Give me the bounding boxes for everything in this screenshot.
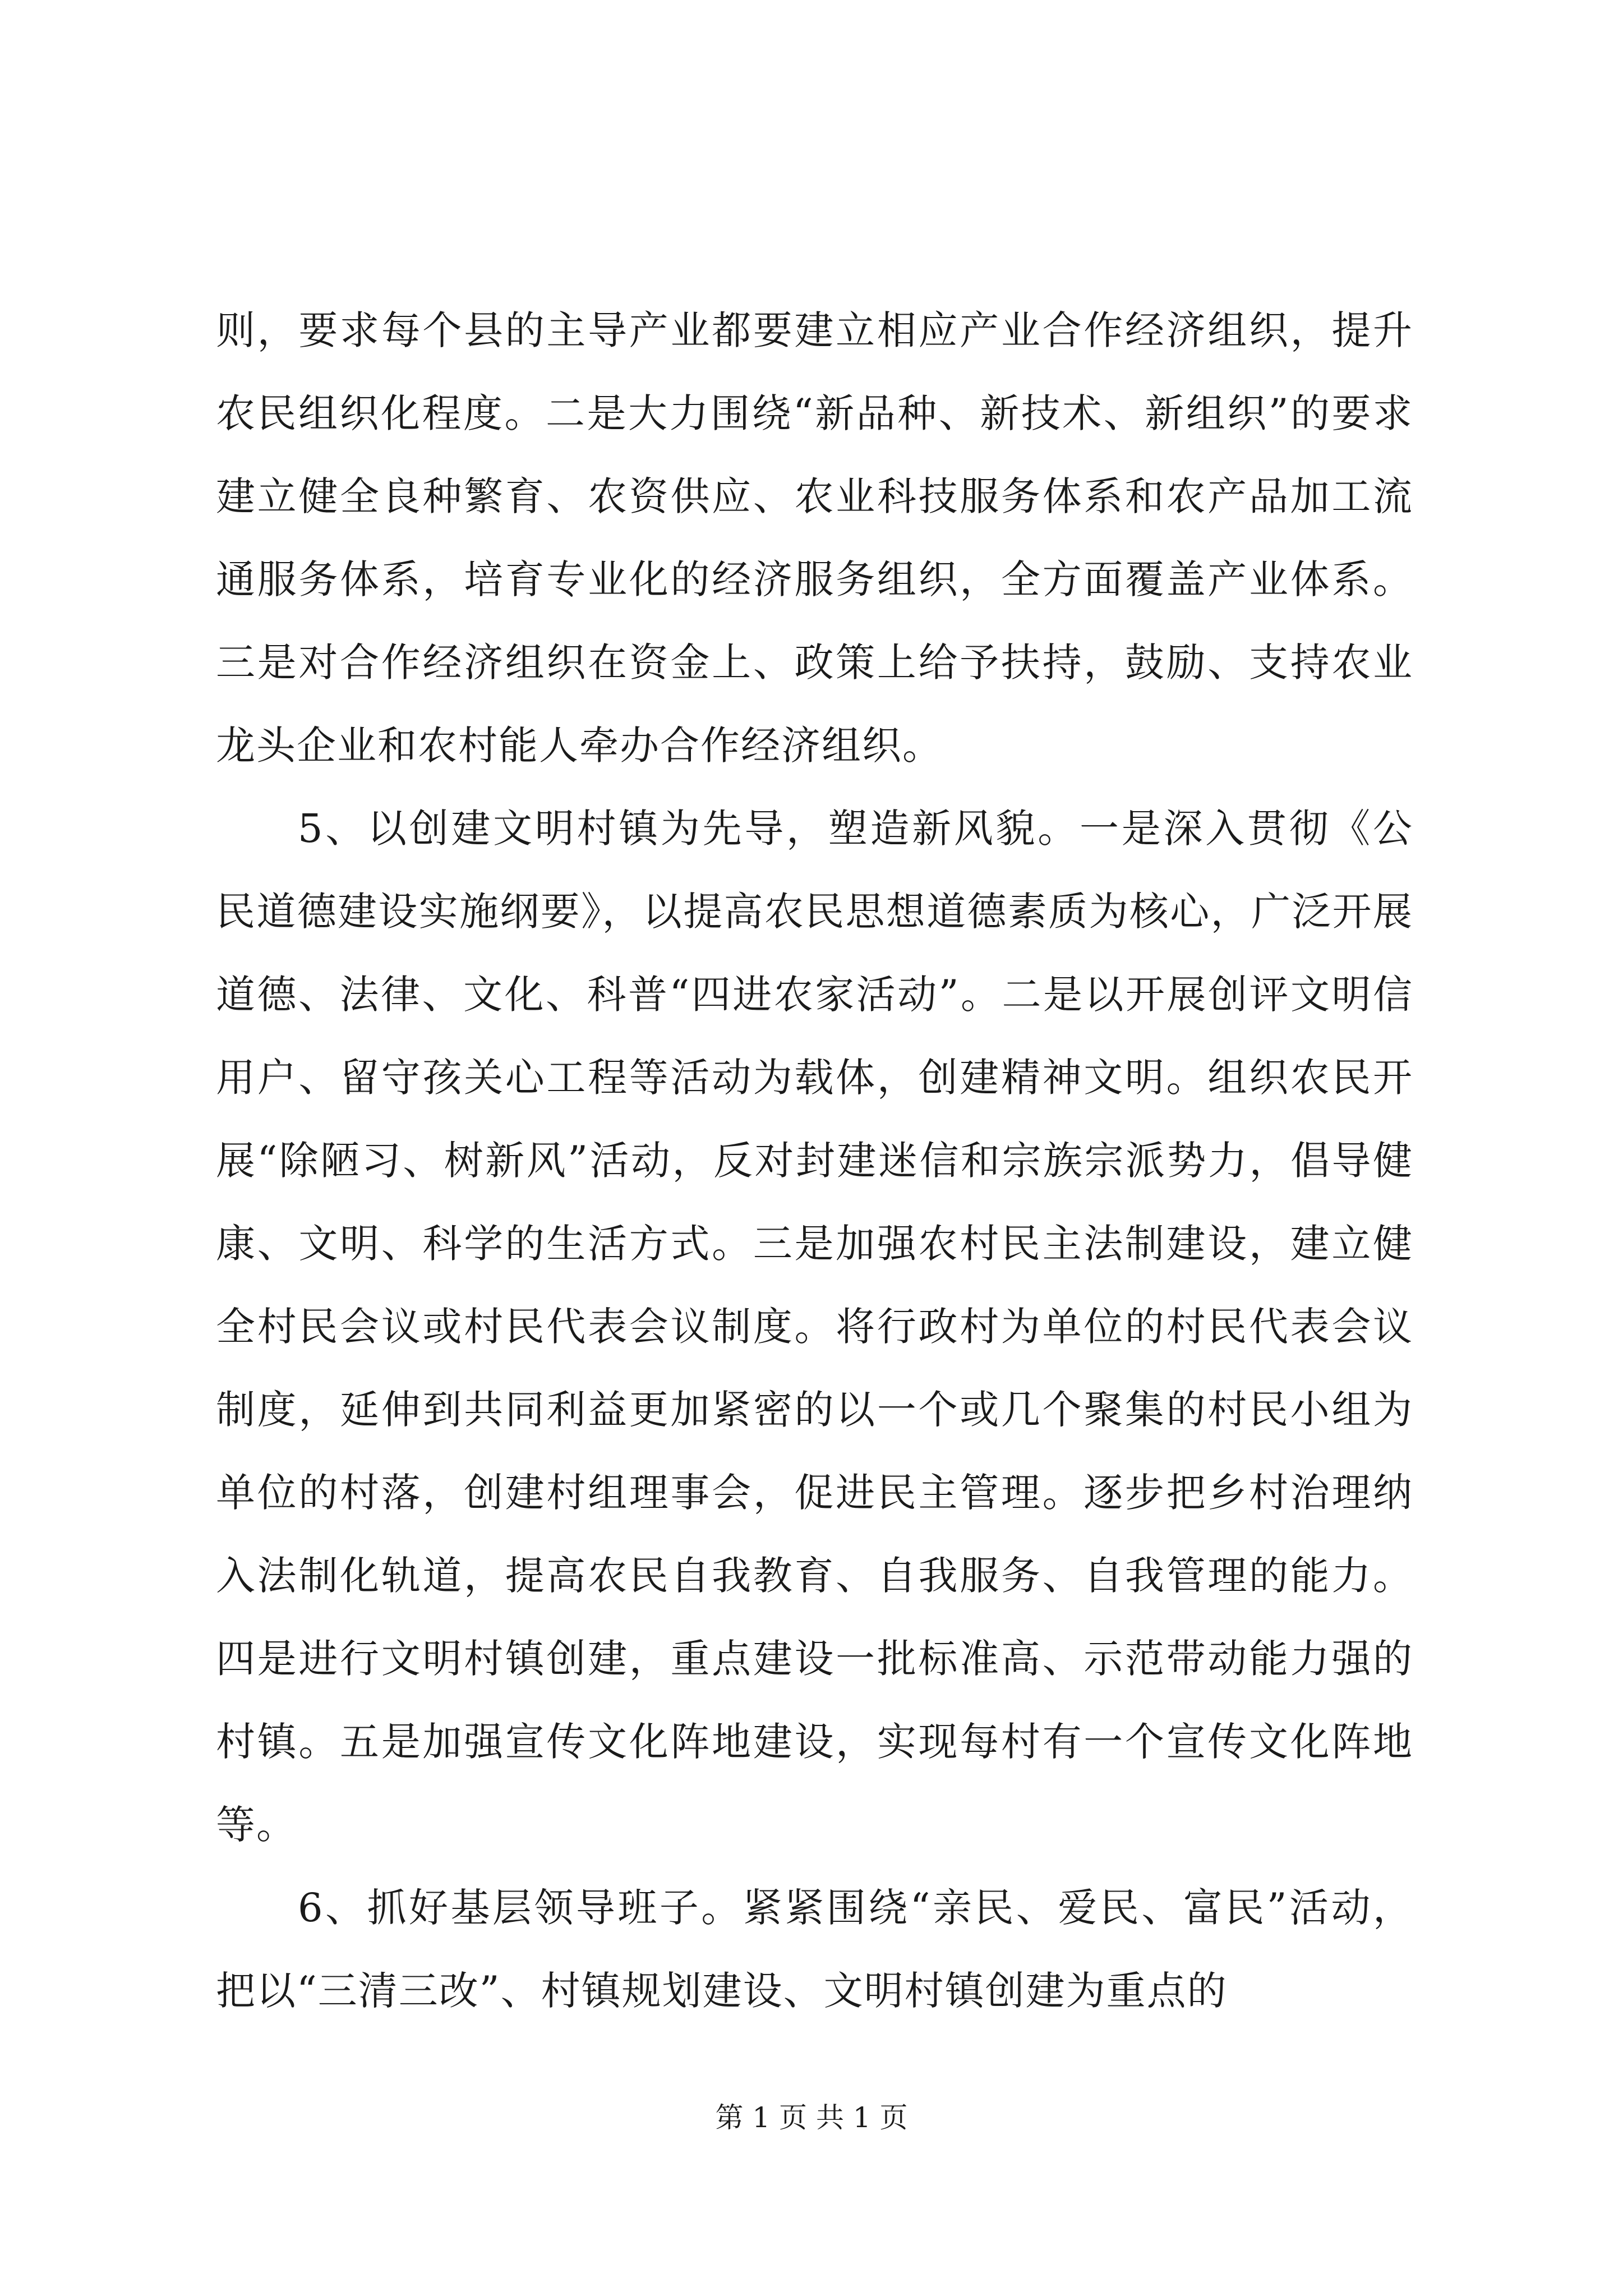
- page-footer: 第 1 页 共 1 页: [715, 2101, 908, 2134]
- paragraph-section-6: 6、抓好基层领导班子。紧紧围绕“亲民、爱民、富民”活动，把以“三清三改”、村镇规划建设、文明村镇创建为重点的: [216, 1885, 1413, 2014]
- paragraph-section-5: 5、以创建文明村镇为先导，塑造新风貌。一是深入贯彻《公民道德建设实施纲要》，以提高农民思想道德素质为核心，广泛开展道德、法律、文化、科普“四进农家活动”。二是以开展创评文明信用户、留守孩关心工程等活动为载体，创建精神文明。组织农民开展“除陋习、树新风”活动，反对封建迷信和宗族宗派势力，倡导健康、文明、科学的生活方式。三是加强农村民主法制建设，建立健全村民会议或村民代表会议制度。将行政村为单位的村民代表会议制度，延伸到共同利益更加紧密的以一个或几个聚集的村民小组为单位的村落，创建村组理事会，促进民主管理。逐步把乡村治理纳入法制化轨道，提高农民自我教育、自我服务、自我管理的能力。四是进行文明村镇创建，重点建设一批标准高、示范带动能力强的村镇。五是加强宣传文化阵地建设，实现每村有一个宣传文化阵地等。: [216, 806, 1413, 1848]
- document-body: [216, 289, 1413, 2032]
- paragraph-continuation: 则，要求每个县的主导产业都要建立相应产业合作经济组织，提升农民组织化程度。二是大力围绕“新品种、新技术、新组织”的要求建立健全良种繁育、农资供应、农业科技服务体系和农产品加工流通服务体系，培育专业化的经济服务组织，全方面覆盖产业体系。三是对合作经济组织在资金上、政策上给予扶持，鼓励、支持农业龙头企业和农村能人牵办合作经济组织。: [216, 307, 1413, 769]
